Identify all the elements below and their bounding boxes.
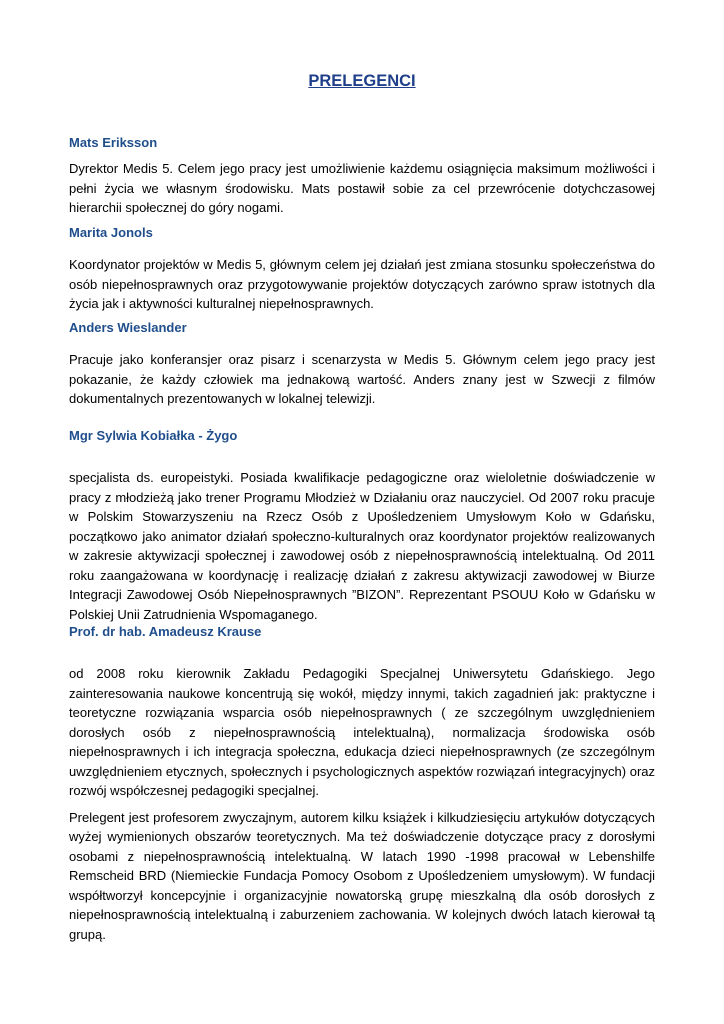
speaker-bio: Koordynator projektów w Medis 5, głównym celem jej działań jest zmiana stosunku społeczeństwa do osób niepełnosprawnych oraz przygotowywanie projektów dotyczących zarówno spraw istotnych dla życia jak i aktywności kulturalnej niepełnosprawnych. xyxy=(69,257,655,311)
speaker-name: Marita Jonols xyxy=(69,225,153,240)
speaker-bio: specjalista ds. europeistyki. Posiada kwalifikacje pedagogiczne oraz wieloletnie doświadczenie w pracy z młodzieżą jako trener Programu Młodzież w Działaniu oraz nauczyciel. Od 2007 roku pracuje w Polskim Stowarzyszeniu na Rzecz Osób z Upośledzeniem Umysłowym Koło w Gdańsku, początkowo jako animator działań społeczno-kulturalnych oraz koordynator projektów realizowanych w zakresie aktywizacji społecznej i zawodowej osób z niepełnosprawnością intelektualną. Od 2011 roku zaangażowana w koordynację i realizację działań z zakresu aktywizacji zawodowej w Biurze Integracji Zawodowej Osób Niepełnosprawnych ”BIZON”. Reprezentant PSOUU Koło w Gdańsku w Polskiej Unii Zatrudnienia Wspomaganego. xyxy=(69,470,655,622)
speaker-name: Anders Wieslander xyxy=(69,320,187,335)
speaker-mats-eriksson xyxy=(69,134,655,218)
speaker-bio: Dyrektor Medis 5. Celem jego pracy jest umożliwienie każdemu osiągnięcia maksimum możliwości i pełni życia we własnym środowisku. Mats postawił sobie za cel przewrócenie dotychczasowej hierarchii społecznej do góry nogami. xyxy=(69,161,655,215)
speaker-anders-wieslander xyxy=(69,319,655,409)
speaker-name: Prof. dr hab. Amadeusz Krause xyxy=(69,624,262,639)
speaker-sylwia-kobialka-zygo xyxy=(69,427,655,624)
speaker-name: Mats Eriksson xyxy=(69,135,158,150)
speaker-bio: Pracuje jako konferansjer oraz pisarz i scenarzysta w Medis 5. Głównym celem jego pracy jest pokazanie, że każdy człowiek ma jednakową wartość. Anders znany jest w Szwecji z filmów dokumentalnych prezentowanych w lokalnej telewizji. xyxy=(69,352,655,406)
speaker-marita-jonols xyxy=(69,224,655,314)
speaker-bio: od 2008 roku kierownik Zakładu Pedagogiki Specjalnej Uniwersytetu Gdańskiego. Jego zainteresowania naukowe koncentrują się wokół, między innymi, takich zagadnień jak: praktyczne i teoretyczne rozwiązania wsparcia osób niepełnosprawnych ( ze szczególnym uwzględnieniem dorosłych osób z niepełnosprawnością intelektualną), normalizacja środowiska osób niepełnosprawnych i ich integracja społeczna, edukacja dzieci niepełnosprawnych (ze szczególnym uwzględnieniem etycznych, społecznych i psychologicznych aspektów rozwiązań integracyjnych) oraz rozwój współczesnej pedagogiki specjalnej. xyxy=(69,666,656,798)
page-title: PRELEGENCI xyxy=(308,72,416,90)
speaker-bio-continued: Prelegent jest profesorem zwyczajnym, autorem kilku książek i kilkudziesięciu artykułów dotyczących wyżej wymienionych obszarów teoretycznych. Ma też doświadczenie dotyczące pracy z dorosłymi osobami z niepełnosprawnością intelektualną. W latach 1990 -1998 pracował w Lebenshilfe Remscheid BRD (Niemieckie Fundacja Pomocy Osobom z Upośledzeniem umysłowym). W fundacji współtworzył koncepcyjnie i organizacyjnie nowatorską grupę mieszkalną dla osób dorosłych z niepełnosprawnością intelektualną i zaburzeniem zachowania. W kolejnych dwóch latach kierował tą grupą. xyxy=(69,809,655,942)
speaker-amadeusz-krause xyxy=(69,623,655,944)
speaker-name: Mgr Sylwia Kobiałka - Żygo xyxy=(69,428,238,443)
